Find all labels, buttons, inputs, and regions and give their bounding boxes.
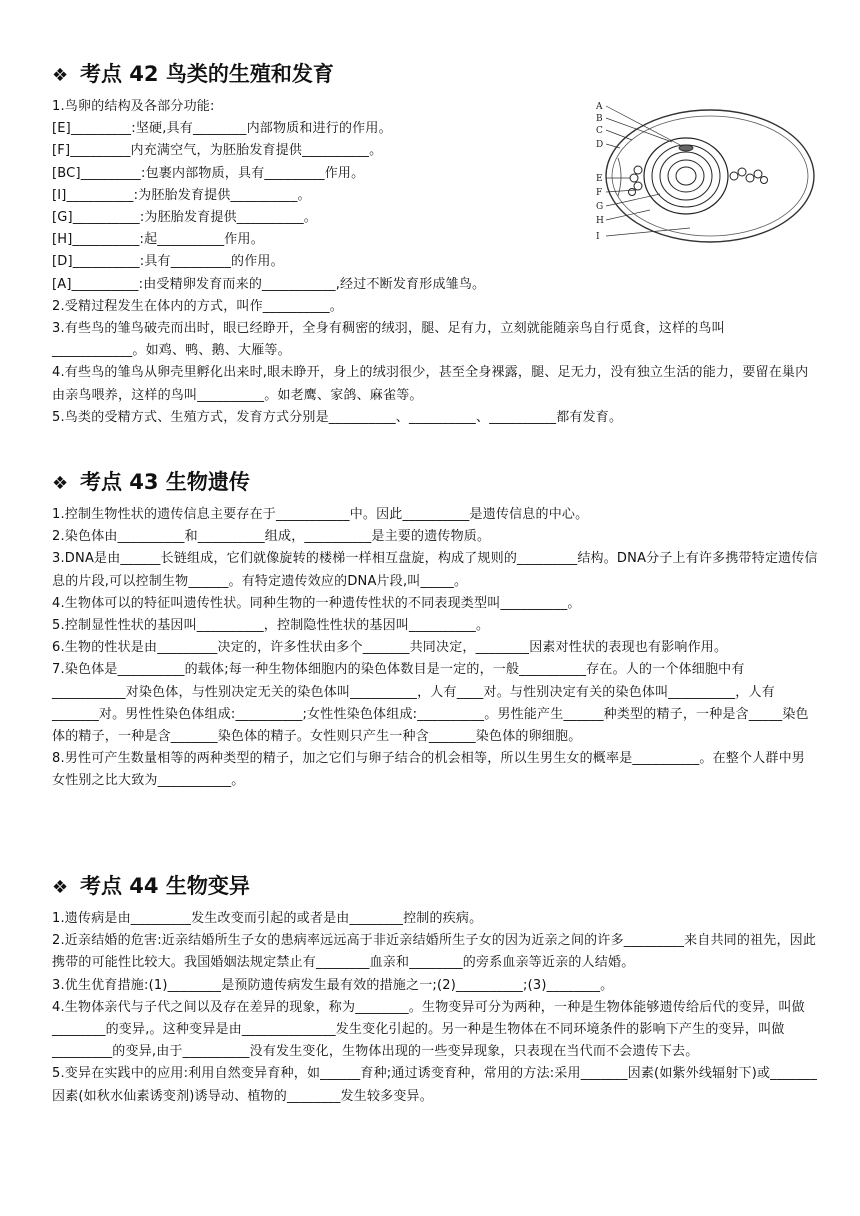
question-line: 3.DNA是由______长链组成，它们就像旋转的楼梯一样相互盘旋，构成了规则的_________结构。DNA分子上有许多携带特定遗传信息的片段,可以控制生物______。有特定遗传效应的DNA片段,叫_____。 <box>52 551 818 589</box>
diagram-label: C <box>596 126 603 136</box>
question-line: 1.控制生物性状的遗传信息主要存在于___________中。因此__________是遗传信息的中心。 <box>52 507 589 522</box>
diagram-label: H <box>596 216 604 226</box>
question-line: [F]_________内充满空气，为胚胎发育提供__________。 <box>52 143 383 159</box>
diamond-bullet-icon: ❖ <box>52 473 69 494</box>
diamond-bullet-icon: ❖ <box>52 877 69 898</box>
question-line: [H]__________:起__________作用。 <box>52 232 264 248</box>
question-line: 3.有些鸟的雏鸟破壳而出时，眼已经睁开，全身有稠密的绒羽，腿、足有力，立刻就能随亲鸟自行觅食，这样的鸟叫____________。如鸡、鸭、鹅、大雁等。 <box>52 321 725 359</box>
question-line: 2.染色体由__________和__________组成，__________是主要的遗传物质。 <box>52 529 491 545</box>
section-heading <box>52 870 818 902</box>
question-line: 1.鸟卵的结构及各部分功能: <box>52 99 215 114</box>
question-line: 6.生物的性状是由_________决定的，许多性状由多个_______共同决定，________因素对性状的表现也有影响作用。 <box>52 640 728 656</box>
section-title: 考点 42 鸟类的生殖和发育 <box>80 62 334 86</box>
diagram-label: E <box>596 174 603 184</box>
section-title: 考点 44 生物变异 <box>80 874 250 898</box>
question-line: 4.生物体亲代与子代之间以及存在差异的现象，称为________。生物变异可分为两种，一种是生物体能够遗传给后代的变异，叫做________的变异,。这种变异是由______________发生变化引起的。另一种是生物体在不同环境条件的影响下产生的变异，叫做_________的变异,由于__________没有发生变化，生物体出现的一些变异现象，只表现在当代而不会遗传下去。 <box>52 999 805 1060</box>
section-title: 考点 43 生物遗传 <box>80 470 250 494</box>
diagram-label: F <box>596 188 603 198</box>
diagram-label: I <box>596 232 600 242</box>
question-line: 4.有些鸟的雏鸟从卵壳里孵化出来时,眼未睁开，身上的绒羽很少，甚至全身裸露，腿、足无力，没有独立生活的能力，要留在巢内由亲鸟喂养，这样的鸟叫__________。如老鹰、家鸽、麻雀等。 <box>52 365 809 403</box>
question-line: [A]__________:由受精卵发育而来的___________,经过不断发育形成雏鸟。 <box>52 276 486 292</box>
question-line: 5.控制显性性状的基因叫__________，控制隐性性状的基因叫__________。 <box>52 618 490 634</box>
question-line: [BC]_________:包裹内部物质，具有_________作用。 <box>52 165 365 181</box>
question-line: 2.受精过程发生在体内的方式，叫作__________。 <box>52 298 344 314</box>
section-heading <box>52 466 818 498</box>
question-line: [I]__________:为胚胎发育提供__________。 <box>52 187 311 203</box>
question-line: 5.变异在实践中的应用:利用自然变异育种，如______育种;通过诱变育种，常用的方法:采用_______因素(如紫外线辐射下)或_______因素(如秋水仙素诱变剂)诱导动、植物的________发生较多变异。 <box>52 1066 818 1104</box>
question-line: 5.鸟类的受精方式、生殖方式，发育方式分别是__________、__________、__________都有发育。 <box>52 409 623 425</box>
diagram-label: B <box>596 114 603 124</box>
question-line: 2.近亲结婚的危害:近亲结婚所生子女的患病率远远高于非近亲结婚所生子女的因为近亲之间的许多_________来自共同的祖先，因此携带的可能性比较大。我国婚姻法规定禁止有________血亲和________的旁系血亲等近亲的人结婚。 <box>52 933 817 971</box>
diagram-label: A <box>596 102 603 112</box>
section-heading <box>52 58 818 90</box>
question-line: 4.生物体可以的特征叫遗传性状。同种生物的一种遗传性状的不同表现类型叫__________。 <box>52 595 581 611</box>
question-line: [G]__________:为胚胎发育提供__________。 <box>52 210 317 226</box>
question-line: 7.染色体是__________的载体;每一种生物体细胞内的染色体数目是一定的，一般__________存在。人的一个体细胞中有___________对染色体，与性别决定无关的染色体叫__________，人有____对。与性别决定有关的染色体叫__________，人有_______对。男性性染色体组成:__________;女性性染色体组成:__________。男性能产生______种类型的精子，一种是含_____染色体的精子，一种是含_______染色体的精子。女性则只产生一种含_______染色体的卵细胞。 <box>52 662 809 745</box>
bird-egg-diagram <box>590 98 822 248</box>
section-43 <box>52 466 818 793</box>
diagram-label: D <box>596 140 604 150</box>
question-line: [D]__________:具有_________的作用。 <box>52 254 284 270</box>
question-line: 3.优生优育措施:(1)________是预防遗传病发生最有效的措施之一;(2)__________;(3)________。 <box>52 977 614 993</box>
question-line: 1.遗传病是由_________发生改变而引起的或者是由________控制的疾病。 <box>52 911 483 926</box>
diagram-label: G <box>596 202 604 212</box>
question-line: 8.男性可产生数量相等的两种类型的精子，加之它们与卵子结合的机会相等，所以生男生女的概率是__________。在整个人群中男女性别之比大致为___________。 <box>52 751 806 789</box>
section-44 <box>52 870 818 1108</box>
question-line: [E]_________:坚硬,具有________内部物质和进行的作用。 <box>52 121 392 137</box>
diamond-bullet-icon: ❖ <box>52 65 69 86</box>
